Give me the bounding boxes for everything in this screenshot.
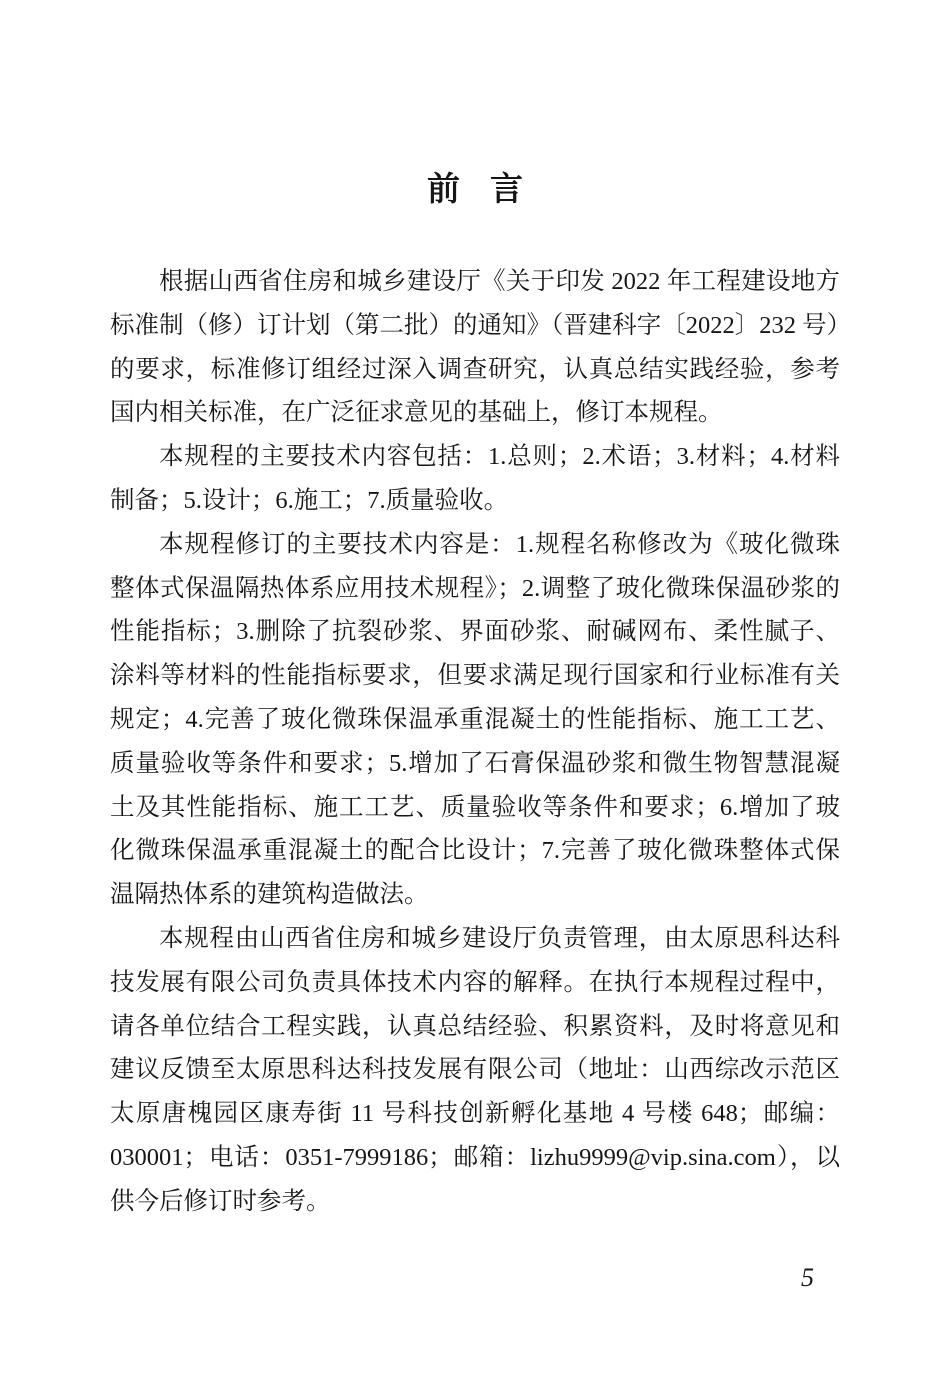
paragraph-line: 技发展有限公司负责具体技术内容的解释。在执行本规程过程中， [110, 968, 840, 996]
preface-paragraph-2 [110, 435, 840, 523]
paragraph-line: 温隔热体系的建筑构造做法。 [110, 881, 429, 909]
paragraph-line: 质量验收等条件和要求；5.增加了石膏保温砂浆和微生物智慧混凝 [110, 749, 840, 777]
paragraph-line: 性能指标；3.删除了抗裂砂浆、界面砂浆、耐碱网布、柔性腻子、 [110, 618, 840, 646]
paragraph-line: 规定；4.完善了玻化微珠保温承重混凝土的性能指标、施工工艺、 [110, 705, 840, 733]
paragraph-line: 整体式保温隔热体系应用技术规程》；2.调整了玻化微珠保温砂浆的 [110, 574, 840, 602]
paragraph-line: 030001；电话：0351-7999186；邮箱：lizhu9999@vip.sina.com），以 [110, 1143, 840, 1171]
paragraph-line: 涂料等材料的性能指标要求，但要求满足现行国家和行业标准有关 [110, 662, 840, 690]
paragraph-line: 化微珠保温承重混凝土的配合比设计；7.完善了玻化微珠整体式保 [110, 837, 840, 865]
paragraph-line: 太原唐槐园区康寿街 11 号科技创新孵化基地 4 号楼 648；邮编： [110, 1100, 840, 1128]
paragraph-line: 供今后修订时参考。 [110, 1187, 331, 1215]
preface-body [110, 260, 852, 1224]
paragraph-line: 土及其性能指标、施工工艺、质量验收等条件和要求；6.增加了玻 [110, 793, 840, 821]
paragraph-line: 的要求，标准修订组经过深入调查研究，认真总结实践经验，参考 [110, 355, 840, 383]
paragraph-line: 本规程的主要技术内容包括：1.总则；2.术语；3.材料；4.材料 [159, 443, 840, 471]
preface-paragraph-3 [110, 523, 840, 917]
paragraph-line: 根据山西省住房和城乡建设厅《关于印发 2022 年工程建设地方 [159, 268, 840, 295]
paragraph-line: 标准制（修）订计划（第二批）的通知》（晋建科字〔2022〕232 号） [110, 311, 852, 339]
paragraph-line: 国内相关标准，在广泛征求意见的基础上，修订本规程。 [110, 399, 723, 427]
paragraph-line: 请各单位结合工程实践，认真总结经验、积累资料，及时将意见和 [110, 1012, 840, 1040]
paragraph-line: 本规程由山西省住房和城乡建设厅负责管理，由太原思科达科 [159, 924, 840, 952]
paragraph-line: 本规程修订的主要技术内容是：1.规程名称修改为《玻化微珠 [159, 530, 840, 558]
page-number: 5 [801, 1263, 814, 1292]
preface-paragraph-4 [110, 917, 840, 1224]
paragraph-line: 建议反馈至太原思科达科技发展有限公司（地址：山西综改示范区 [110, 1056, 840, 1084]
paragraph-line: 制备；5.设计；6.施工；7.质量验收。 [110, 486, 509, 514]
page-title: 前言 [427, 172, 553, 208]
preface-paragraph-1 [110, 260, 852, 435]
